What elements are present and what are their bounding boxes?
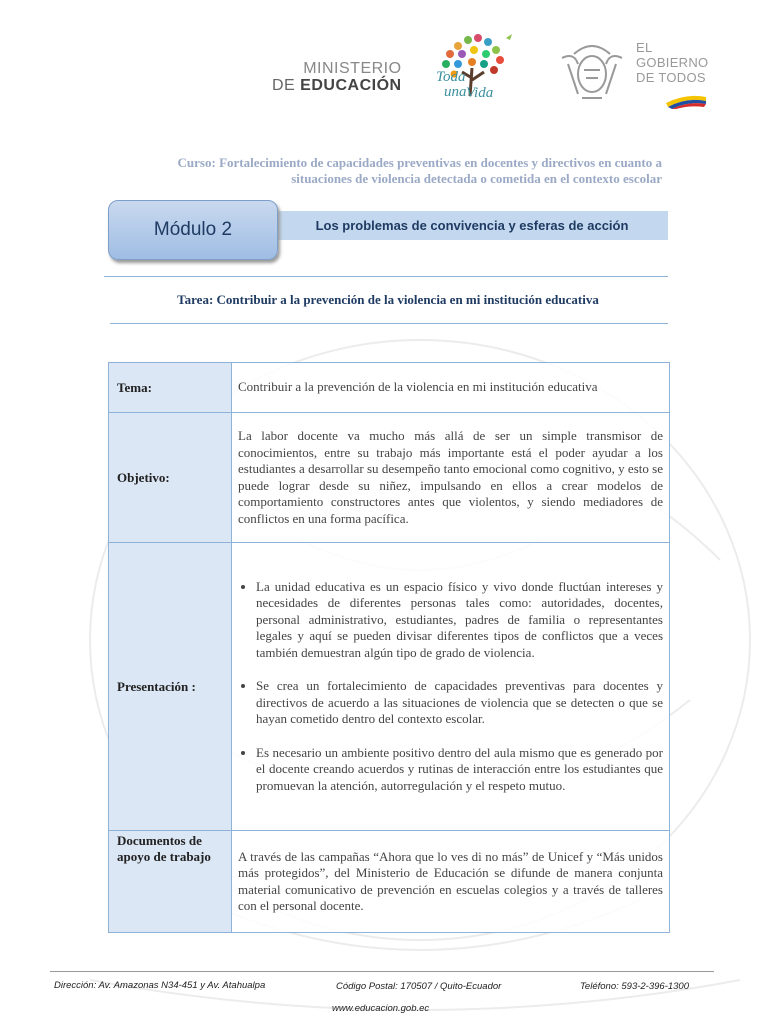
gobierno-line1: EL xyxy=(636,40,653,55)
footer-divider xyxy=(50,971,714,972)
footer-direccion: Dirección: Av. Amazonas N34-451 y Av. Atahualpa xyxy=(54,980,266,991)
ministerio-line2 xyxy=(272,77,402,94)
presentacion-label: Presentación : xyxy=(109,543,232,831)
toda-una-vida-text xyxy=(436,70,493,101)
divider-top xyxy=(104,276,668,277)
curso-line1: Curso: Fortalecimiento de capacidades preventivas en docentes y directivos en cuanto a xyxy=(177,155,662,170)
footer-website-link[interactable]: www.educacion.gob.ec xyxy=(332,1003,430,1014)
toda-una-vida-line3: Vida xyxy=(466,85,494,101)
documentos-label: Documentos de apoyo de trabajo xyxy=(109,831,232,933)
objetivo-label: Objetivo: xyxy=(109,413,232,543)
tarea-heading: Tarea: Contribuir a la prevención de la violencia en mi institución educativa xyxy=(177,292,599,307)
curso-heading xyxy=(120,155,662,187)
gobierno-line2: GOBIERNO xyxy=(636,55,709,70)
divider-bottom xyxy=(110,323,668,324)
ministerio-educacion-logo xyxy=(272,60,402,94)
task-info-table xyxy=(108,362,670,933)
table-row-documentos xyxy=(109,831,670,933)
presentacion-list xyxy=(238,579,663,795)
modulo-title-bar: Los problemas de convivencia y esferas de acción xyxy=(276,211,668,240)
documentos-value: A través de las campañas “Ahora que lo ves di no más” de Unicef y “Más unidos más protegidos”, del Ministerio de Educación se difunde de manera conjunta material comunicativo de prevención en escuelas colegios y a través de talleres con el personal docente. xyxy=(232,831,670,933)
footer-codigo-postal: Código Postal: 170507 / Quito-Ecuador xyxy=(336,981,502,992)
ecuador-coat-of-arms-icon xyxy=(554,34,630,110)
toda-una-vida-line2: una xyxy=(444,84,467,100)
list-item: • Es necesario un ambiente positivo dentro del aula mismo que es generado por el docente creando acuerdos y rutinas de interacción entre los estudiantes que promuevan la atención, autorregulación y el respeto mutuo. xyxy=(256,745,663,795)
gobierno-line3: DE TODOS xyxy=(636,70,706,85)
ministerio-educacion: EDUCACIÓN xyxy=(300,77,402,94)
list-item: • La unidad educativa es un espacio físico y vivo donde fluctúan intereses y necesidades de diferentes personas tales como: autoridades, docentes, personal administrativo, estudiantes, padres de familia o representantes legales y aquí se pueden divisar diferentes tipos de conflictos que a veces también demuestran algún tipo de grado de violencia. xyxy=(256,579,663,662)
toda-una-vida-line1: Toda xyxy=(436,69,466,85)
ministerio-de: DE xyxy=(272,77,301,94)
presentacion-value xyxy=(232,543,670,831)
list-item: • Se crea un fortalecimiento de capacidades preventivas para docentes y directivos de acuerdo a las situaciones de violencia que se detecten o que se hayan cometido dentro del contexto escolar. xyxy=(256,678,663,728)
footer-telefono: Teléfono: 593-2-396-1300 xyxy=(580,981,689,992)
gobierno-de-todos-logo xyxy=(636,40,708,85)
flag-swoosh-icon xyxy=(666,89,706,109)
tema-label: Tema: xyxy=(109,363,232,413)
table-row-presentacion xyxy=(109,543,670,831)
tema-value: Contribuir a la prevención de la violencia en mi institución educativa xyxy=(232,363,670,413)
ministerio-line1: MINISTERIO xyxy=(303,60,402,77)
objetivo-value: La labor docente va mucho más allá de ser un simple transmisor de conocimientos, entre su trabajo más importante está el poder ayudar a los estudiantes a desarrollar su desempeño tanto emocional como cognitivo, y esto se puede lograr desde su niñez, impulsando en ellos a crear modelos de comportamiento constructores antes que violentos, y siendo mediadores de conflictos en una forma pacífica. xyxy=(232,413,670,543)
table-row-objetivo xyxy=(109,413,670,543)
modulo-tab: Módulo 2 xyxy=(108,200,278,260)
table-row-tema xyxy=(109,363,670,413)
curso-line2: situaciones de violencia detectada o cometida en el contexto escolar xyxy=(291,171,662,186)
